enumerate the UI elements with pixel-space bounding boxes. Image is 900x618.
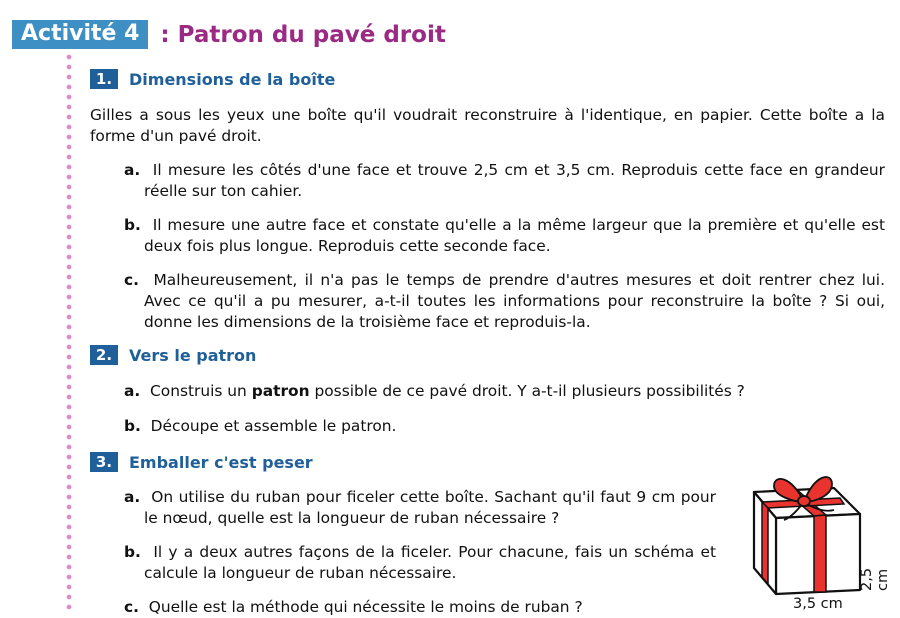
question-3c — [124, 597, 716, 618]
section-title: Emballer c'est peser — [129, 452, 313, 472]
question-text: Découpe et assemble le patron. — [150, 417, 397, 435]
activity-header — [12, 20, 446, 49]
question-text: On utilise du ruban pour ficeler cette boîte. Sachant qu'il faut 9 cm pour le nœud, quelle est la longueur de ruban nécessaire ? — [144, 488, 716, 527]
question-2b — [124, 416, 885, 437]
page-title: : Patron du pavé droit — [160, 21, 446, 48]
question-label: a. — [124, 161, 141, 179]
section-number: 1. — [90, 69, 118, 89]
question-text: Quelle est la méthode qui nécessite le moins de ruban ? — [148, 598, 583, 616]
question-2a — [124, 381, 885, 402]
question-label: b. — [124, 417, 141, 435]
question-label: c. — [124, 598, 139, 616]
section-2-heading — [90, 345, 256, 365]
question-label: b. — [124, 216, 141, 234]
question-1a — [124, 160, 885, 202]
question-text-before: Construis un — [150, 382, 247, 400]
question-3a — [124, 487, 716, 529]
section-title: Dimensions de la boîte — [129, 69, 336, 89]
question-text: Malheureusement, il n'a pas le temps de prendre d'autres mesures et doit rentrer chez lui. Avec ce qu'il a pu mesurer, a-t-il toutes les informations pour reconstruire la boîte ? Si oui, donne les dimensions de la troisième face et reproduis-la. — [144, 271, 885, 331]
question-1c — [124, 270, 885, 333]
question-text: Il mesure une autre face et constate qu'elle a la même largeur que la première et qu'elle est deux fois plus longue. Reproduis cette seconde face. — [144, 216, 885, 255]
section-1-heading — [90, 69, 335, 89]
question-text-after: possible de ce pavé droit. Y a-t-il plusieurs possibilités ? — [314, 382, 745, 400]
question-text: Il mesure les côtés d'une face et trouve 2,5 cm et 3,5 cm. Reproduis cette face en grandeur réelle sur ton cahier. — [144, 161, 885, 200]
question-1b — [124, 215, 885, 257]
question-label: b. — [124, 543, 141, 561]
question-label: a. — [124, 488, 141, 506]
section-number: 3. — [90, 452, 118, 472]
question-label: a. — [124, 382, 141, 400]
question-label: c. — [124, 271, 139, 289]
bold-term: patron — [251, 382, 310, 400]
dotted-margin-line — [66, 52, 72, 612]
height-dimension-label: 2,5 cm — [859, 567, 891, 591]
section-title: Vers le patron — [129, 345, 257, 365]
gift-box-icon — [744, 468, 869, 598]
section-3-heading — [90, 452, 313, 472]
activity-badge: Activité 4 — [12, 20, 148, 49]
question-text: Il y a deux autres façons de la ficeler. Pour chacune, fais un schéma et calcule la longueur de ruban nécessaire. — [144, 543, 716, 582]
question-3b — [124, 542, 716, 584]
width-dimension-label: 3,5 cm — [793, 596, 843, 612]
section-number: 2. — [90, 345, 118, 365]
section-1-intro: Gilles a sous les yeux une boîte qu'il voudrait reconstruire à l'identique, en papier. Cette boîte a la forme d'un pavé droit. — [90, 106, 885, 145]
